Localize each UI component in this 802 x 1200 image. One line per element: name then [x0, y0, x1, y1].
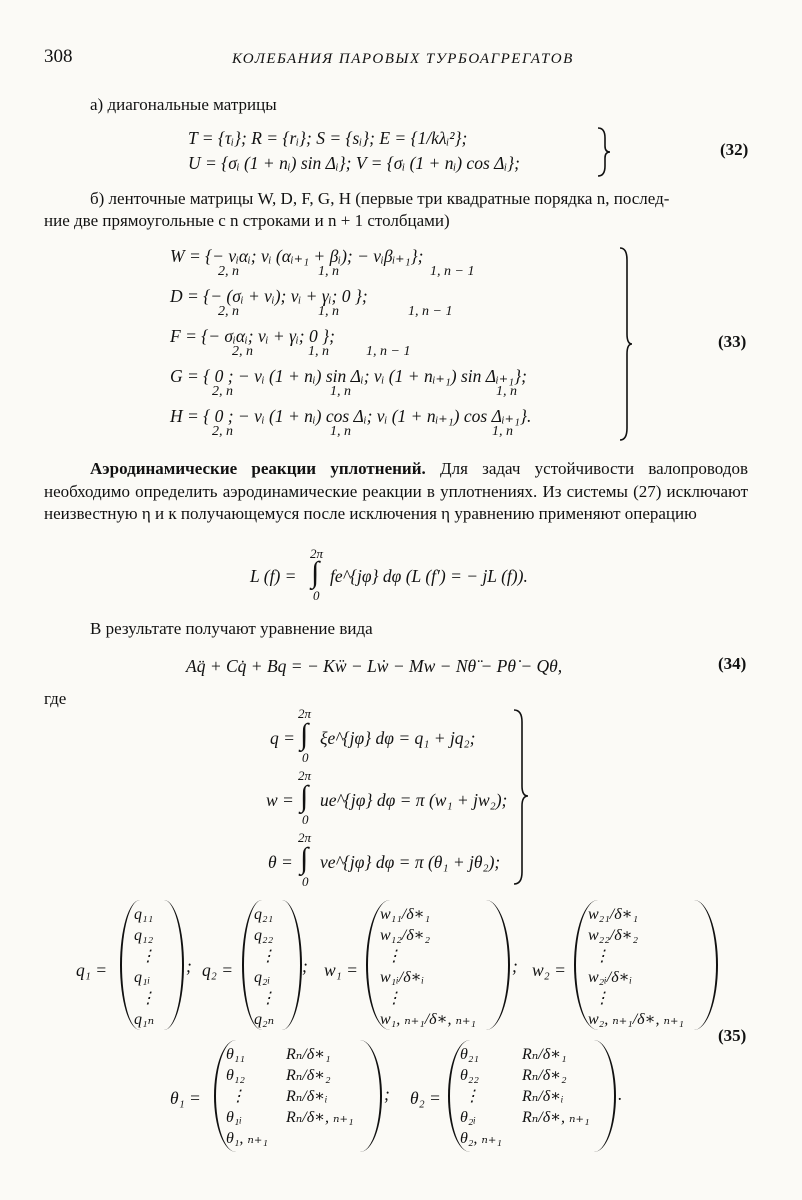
int-theta-sign: ∫	[300, 842, 309, 875]
w1-entries: w₁₁/δ∗₁ w₁₂/δ∗₂ ⋮ w₁ᵢ/δ∗ᵢ ⋮ w₁, ₙ₊₁/δ∗, ₙ₊₁	[380, 906, 476, 1028]
eq32-line2: U = {σᵢ (1 + nᵢ) sin Δᵢ}; V = {σᵢ (1 + nᵢ) cos Δᵢ};	[188, 153, 520, 173]
op-upper-limit: 2π	[310, 546, 324, 561]
eq33-brace	[618, 246, 634, 442]
eq33-g-sub3: 1, n	[496, 384, 517, 399]
section-a-label: а) диагональные матрицы	[90, 95, 277, 114]
eq33-f-sub3: 1, n − 1	[366, 344, 411, 359]
where-label: где	[44, 689, 67, 708]
eq35-number: (35)	[718, 1026, 747, 1045]
eq32-line1: T = {τᵢ}; R = {rᵢ}; S = {sᵢ}; E = {1/kλᵢ²};	[188, 128, 468, 148]
int-q-sign: ∫	[300, 718, 309, 751]
eq33-d-sub3: 1, n − 1	[408, 304, 453, 319]
q1-entries: q₁₁ q₁₂ ⋮ q₁ᵢ ⋮ q₁ₙ	[134, 906, 156, 1028]
running-title: КОЛЕБАНИЯ ПАРОВЫХ ТУРБОАГРЕГАТОВ	[232, 51, 574, 67]
section-b-text2: ние две прямоугольные с n строками и n + 1 столбцами)	[44, 211, 450, 230]
eq32-brace	[596, 126, 612, 178]
op-right: fe^{jφ} dφ (L (f′) = − jL (f)).	[330, 566, 528, 586]
aero-paragraph	[44, 458, 748, 526]
eq33-h-sub2: 1, n	[330, 424, 351, 439]
q1-label: q₁ =	[76, 960, 108, 980]
w1-separator: ;	[512, 956, 518, 976]
result-text: В результате получают уравнение вида	[90, 619, 373, 638]
eq33-number: (33)	[718, 332, 747, 351]
q2-separator: ;	[302, 956, 308, 976]
eq33-f-sub2: 1, n	[308, 344, 329, 359]
int-q-lower: 0	[302, 750, 309, 765]
w1-label: w₁ =	[324, 960, 358, 980]
eq33-w-sub1: 2, n	[218, 264, 239, 279]
q2-entries: q₂₁ q₂₂ ⋮ q₂ᵢ ⋮ q₂ₙ	[254, 906, 276, 1028]
eq33-w: W = {− νᵢαᵢ; νᵢ (αᵢ₊₁ + βᵢ); − νᵢβᵢ₊₁};	[170, 246, 424, 266]
eq33-g: G = { 0 ; − νᵢ (1 + nᵢ) sin Δᵢ; νᵢ (1 + nᵢ₊₁) sin Δᵢ₊₁};	[170, 366, 527, 386]
int-theta-right: ve^{jφ} dφ = π (θ₁ + jθ₂);	[320, 852, 501, 872]
theta2-label: θ₂ =	[410, 1088, 441, 1108]
eq33-d-sub1: 2, n	[218, 304, 239, 319]
int-w-left: w =	[266, 790, 294, 810]
int-brace	[512, 708, 530, 886]
int-w-right: ue^{jφ} dφ = π (w₁ + jw₂);	[320, 790, 508, 810]
eq33-f-sub1: 2, n	[232, 344, 253, 359]
op-left: L (f) =	[250, 566, 297, 586]
int-theta-upper: 2π	[298, 830, 312, 845]
q2-label: q₂ =	[202, 960, 234, 980]
theta1-col2: Rₙ/δ∗₁ Rₙ/δ∗₂ Rₙ/δ∗ᵢ Rₙ/δ∗, ₙ₊₁	[286, 1046, 354, 1126]
theta1-label: θ₁ =	[170, 1088, 201, 1108]
eq33-g-sub1: 2, n	[212, 384, 233, 399]
theta1-col1: θ₁₁ θ₁₂ ⋮ θ₁ᵢ θ₁, ₙ₊₁	[226, 1046, 268, 1147]
aero-body: Для задач устойчивости валопроводов необходимо определить аэродинамические реакции в уплотнениях. Из системы (27) исключают неизвестную η и к получающемуся после исключения η уравнению применяют операцию	[44, 459, 748, 523]
eq33-h: H = { 0 ; − νᵢ (1 + nᵢ) cos Δᵢ; νᵢ (1 + nᵢ₊₁) cos Δᵢ₊₁}.	[170, 406, 532, 426]
w2-label: w₂ =	[532, 960, 566, 980]
eq34-number: (34)	[718, 654, 747, 673]
int-q-right: ξe^{jφ} dφ = q₁ + jq₂;	[320, 728, 476, 748]
theta2-col1: θ₂₁ θ₂₂ ⋮ θ₂ᵢ θ₂, ₙ₊₁	[460, 1046, 502, 1147]
w2-entries: w₂₁/δ∗₁ w₂₂/δ∗₂ ⋮ w₂ᵢ/δ∗ᵢ ⋮ w₂, ₙ₊₁/δ∗, ₙ₊₁	[588, 906, 684, 1028]
page-number: 308	[44, 46, 73, 67]
q1-separator: ;	[186, 956, 192, 976]
eq33-d: D = {− (σᵢ + νᵢ); νᵢ + γᵢ; 0 };	[170, 286, 368, 306]
eq33-h-sub3: 1, n	[492, 424, 513, 439]
theta1-separator: ;	[384, 1084, 390, 1104]
section-b-text1: б) ленточные матрицы W, D, F, G, H (первые три квадратные порядка n, послед-	[90, 189, 670, 208]
aero-heading: Аэродинамические реакции уплотнений.	[90, 459, 426, 478]
eq33-d-sub2: 1, n	[318, 304, 339, 319]
theta2-separator: .	[618, 1084, 623, 1104]
eq33-w-sub2: 1, n	[318, 264, 339, 279]
op-lower-limit: 0	[313, 588, 320, 603]
int-w-sign: ∫	[300, 780, 309, 813]
eq34: Aq̈ + Cq̇ + Bq = − Kẅ − Lẇ − Mw − Nθ̈ − Pθ̇ − Qθ,	[186, 656, 563, 676]
eq33-f: F = {− σᵢαᵢ; νᵢ + γᵢ; 0 };	[170, 326, 335, 346]
int-w-lower: 0	[302, 812, 309, 827]
eq33-w-sub3: 1, n − 1	[430, 264, 475, 279]
eq32-number: (32)	[720, 140, 749, 159]
eq33-h-sub1: 2, n	[212, 424, 233, 439]
int-q-left: q =	[270, 728, 295, 748]
op-integral-sign: ∫	[311, 556, 320, 589]
int-q-upper: 2π	[298, 706, 312, 721]
int-theta-left: θ =	[268, 852, 293, 872]
eq33-g-sub2: 1, n	[330, 384, 351, 399]
theta2-col2: Rₙ/δ∗₁ Rₙ/δ∗₂ Rₙ/δ∗ᵢ Rₙ/δ∗, ₙ₊₁	[522, 1046, 590, 1126]
int-w-upper: 2π	[298, 768, 312, 783]
int-theta-lower: 0	[302, 874, 309, 889]
